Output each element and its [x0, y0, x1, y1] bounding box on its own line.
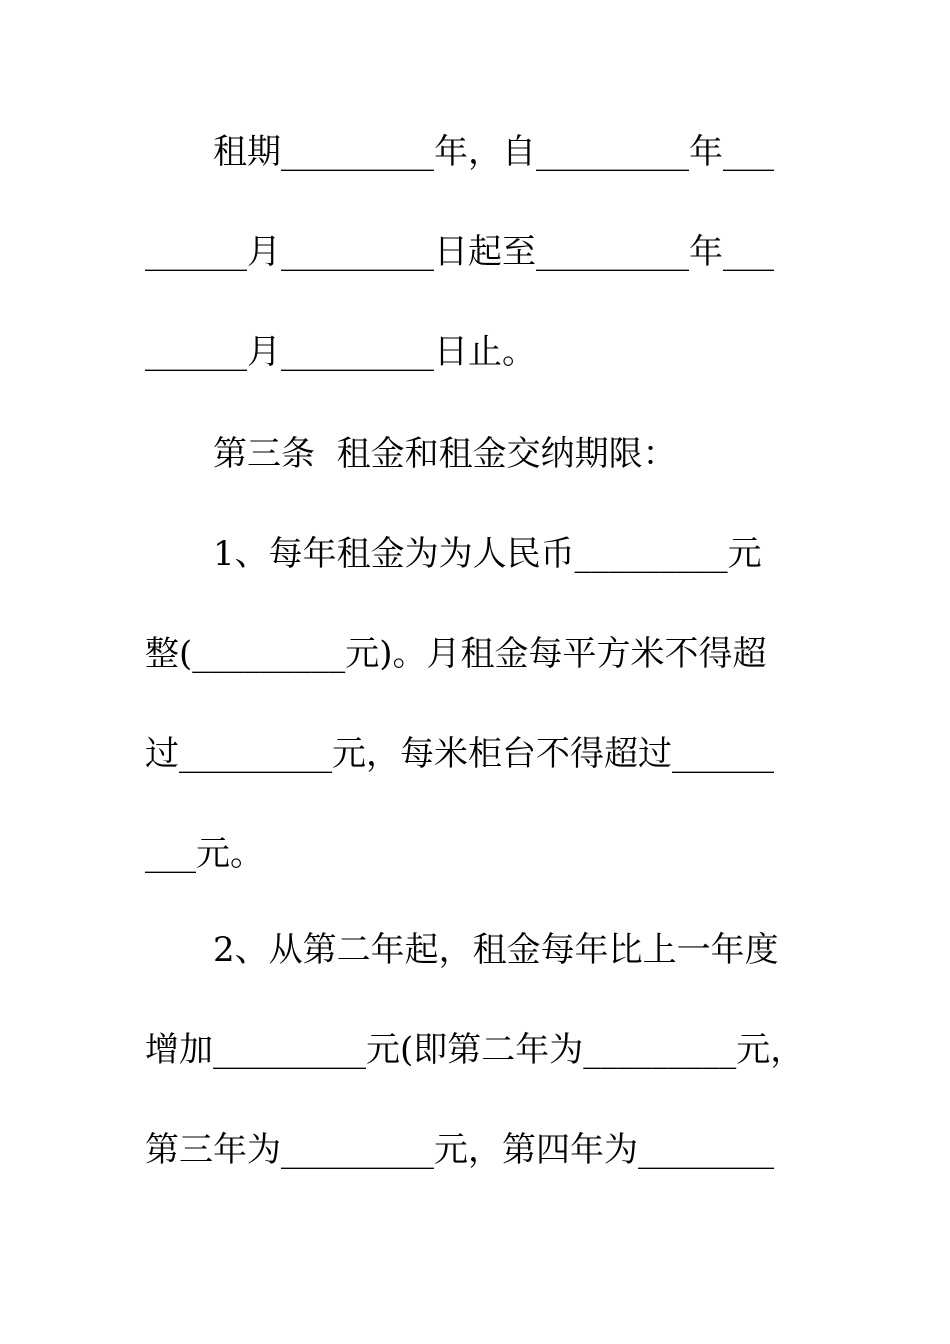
- lease-term-line-3: ______月_________日止。: [145, 332, 536, 372]
- article-three-heading: 第三条 租金和租金交纳期限：: [213, 434, 677, 474]
- lease-term-line-1: 租期_________年，自_________年___: [213, 132, 774, 172]
- lease-term-line-2: ______月_________日起至_________年___: [145, 232, 774, 272]
- clause-1-line-2: 整(_________元)。月租金每平方米不得超: [145, 634, 767, 674]
- clause-2-line-1: 2、从第二年起，租金每年比上一年度: [213, 930, 779, 970]
- clause-1-line-1: 1、每年租金为为人民币_________元: [213, 534, 762, 574]
- clause-2-line-3: 第三年为_________元，第四年为________: [145, 1130, 774, 1170]
- clause-1-line-4: ___元。: [145, 834, 264, 874]
- clause-2-line-2: 增加_________元(即第二年为_________元，: [145, 1030, 805, 1070]
- clause-1-line-3: 过_________元，每米柜台不得超过______: [145, 734, 774, 774]
